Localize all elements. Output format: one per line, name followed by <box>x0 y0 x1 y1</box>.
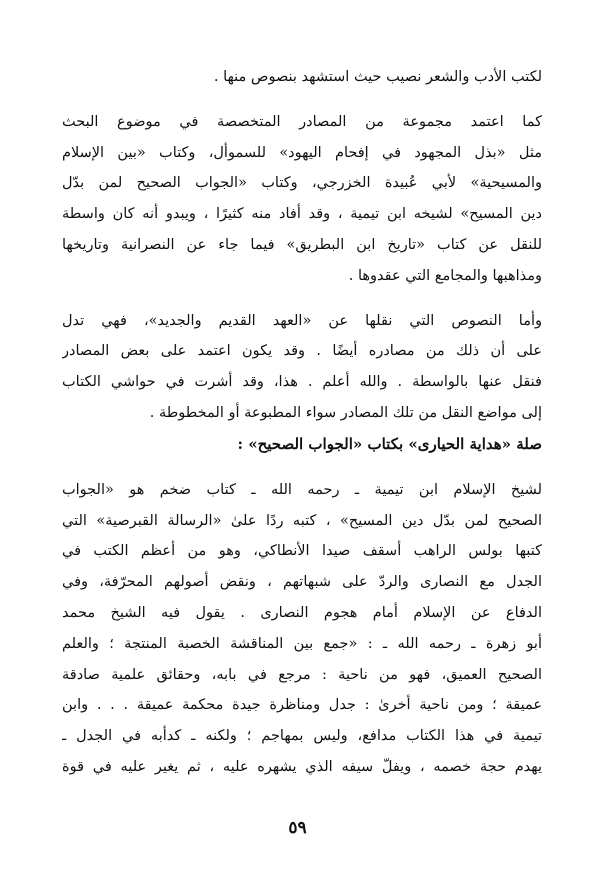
text-line: الصحيح العميق، فهو من ناحية : مرجع في بابه، وحقائق علمية صادقة <box>62 666 542 683</box>
page-body <box>62 62 542 783</box>
text-line: إلى مواضع النقل من تلك المصادر سواء المطبوعة أو المخطوطة . <box>149 404 542 421</box>
text-line: فنقل عنها بالواسطة . والله أعلم . هذا، وقد أشرت في حواشي الكتاب <box>62 374 542 391</box>
text-line: وأما النصوص التي نقلها عن «العهد القديم والجديد»، فهي تدل <box>62 312 542 329</box>
text-line: لشيخ الإسلام ابن تيمية ـ رحمه الله ـ كتاب ضخم هو «الجواب <box>62 481 542 498</box>
text-line: مثل «بذل المجهود في إفحام اليهود» للسموأل، وكتاب «بين الإسلام <box>62 144 542 161</box>
text-line: على أن ذلك من مصادره أيضًا . وقد يكون اعتمد على بعض المصادر <box>62 343 542 360</box>
text-line: والمسيحية» لأبي عُبيدة الخزرجي، وكتاب «الجواب الصحيح لمن بدّل <box>62 175 542 192</box>
text-line: للنقل عن كتاب «تاريخ ابن البطريق» فيما جاء عن النصرانية وتاريخها <box>62 236 542 253</box>
page-number: ٥٩ <box>288 818 307 838</box>
text-line: الدفاع عن الإسلام أمام هجوم النصارى . يقول فيه الشيخ محمد <box>62 604 542 621</box>
paragraph-sources <box>62 107 542 292</box>
paragraph-intro <box>62 62 542 93</box>
section-heading: صلة «هداية الحيارى» بكتاب «الجواب الصحيح» : <box>237 434 542 453</box>
text-line: لكتب الأدب والشعر نصيب حيث استشهد بنصوص منها . <box>213 69 542 85</box>
text-line: دين المسيح» لشيخه ابن تيمية ، وقد أفاد منه كثيرًا ، ويبدو أنه كان واسطة <box>62 206 542 223</box>
text-line: ومذاهبها والمجامع التي عقدوها . <box>348 267 542 284</box>
text-line: أبو زهرة ـ رحمه الله ـ : «جمع بين المناقشة الخصبة المنتجة ؛ والعلم <box>62 635 542 652</box>
text-line: تيمية في هذا الكتاب مدافع، وليس بمهاجم ؛ ولكنه ـ كدأبه في الجدل ـ <box>62 728 542 745</box>
text-line: الجدل مع النصارى والردّ على شبهاتهم ، ونقض أصولهم المحرّفة، وفي <box>62 574 542 591</box>
text-line: الصحيح لمن بدّل دين المسيح» ، كتبه ردًا علىٰ «الرسالة القبرصية» التي <box>62 512 542 529</box>
paragraph-final <box>62 475 542 783</box>
text-line: يهدم حجة خصمه ، ويفلّ سيفه الذي يشهره عليه ، ثم يغير عليه في قوة <box>62 758 542 775</box>
text-line: كتبها بولس الراهب أسقف صيدا الأنطاكي، وهو من أعظم الكتب في <box>62 543 542 560</box>
text-line: عميقة ؛ ومن ناحية أخرىٰ : جدل ومناظرة جيدة محكمة عميقة . . . وابن <box>62 697 542 714</box>
paragraph-scripture <box>62 306 542 429</box>
text-line: كما اعتمد مجموعة من المصادر المتخصصة في موضوع البحث <box>62 113 542 130</box>
